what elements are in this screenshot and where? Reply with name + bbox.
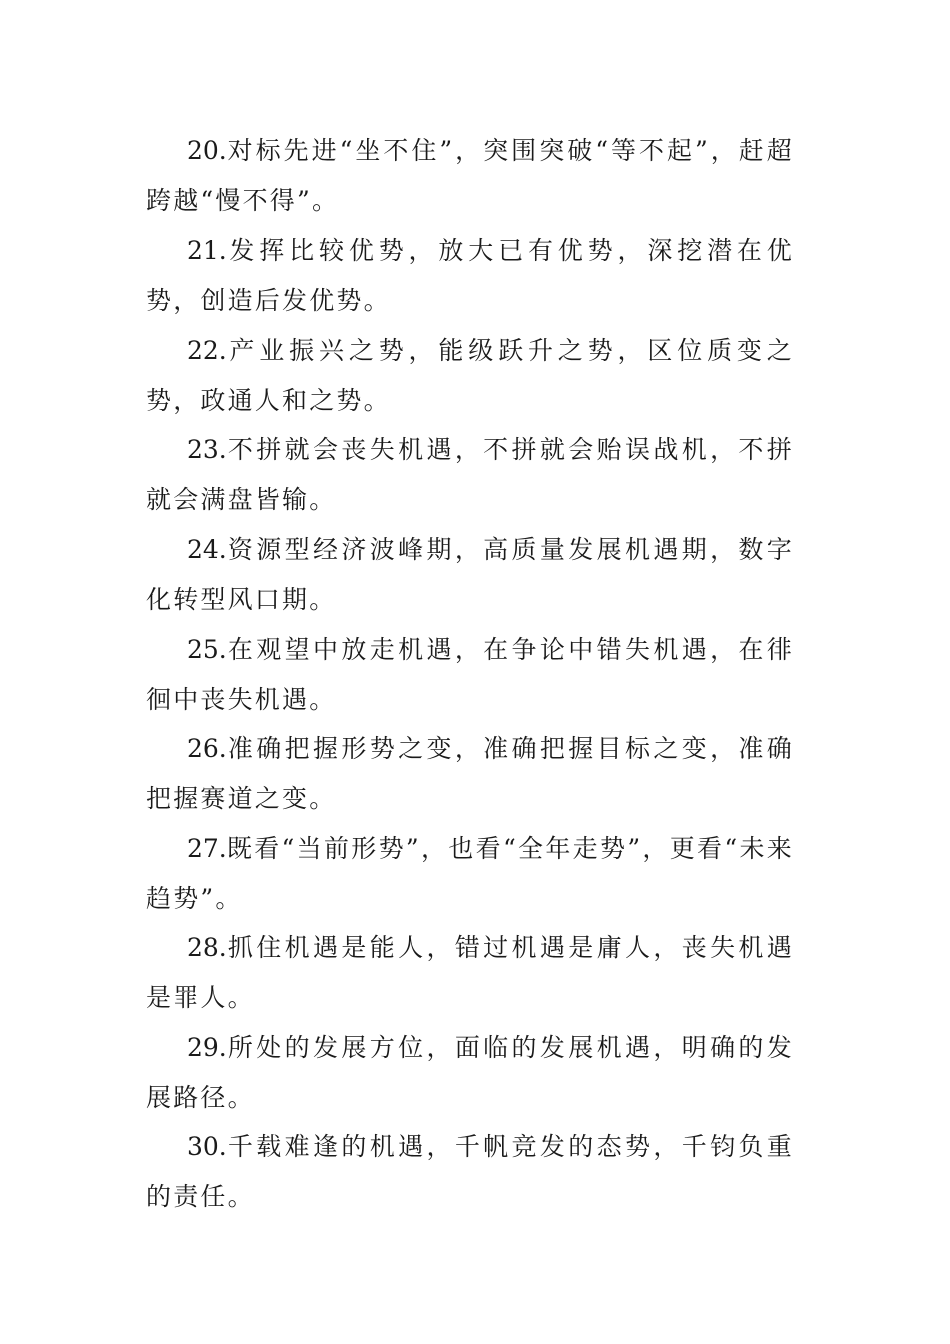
- item-text: 在观望中放走机遇，在争论中错失机遇，在徘徊中丧失机遇。: [146, 635, 794, 714]
- list-item: [146, 525, 794, 625]
- item-text: 资源型经济波峰期，高质量发展机遇期，数字化转型风口期。: [146, 535, 794, 614]
- item-number: 28.: [187, 933, 227, 962]
- item-number: 25.: [187, 635, 227, 664]
- list-item: [146, 724, 794, 824]
- item-number: 20.: [187, 136, 227, 165]
- item-text: 不拼就会丧失机遇，不拼就会贻误战机，不拼就会满盘皆输。: [146, 435, 794, 514]
- item-number: 24.: [187, 535, 227, 564]
- list-item: [146, 425, 794, 525]
- item-number: 23.: [187, 435, 227, 464]
- list-item: [146, 824, 794, 924]
- item-text: 所处的发展方位，面临的发展机遇，明确的发展路径。: [146, 1033, 794, 1112]
- item-number: 27.: [187, 834, 227, 863]
- item-text: 产业振兴之势，能级跃升之势，区位质变之势，政通人和之势。: [146, 336, 794, 415]
- list-item: [146, 1023, 794, 1123]
- item-text: 准确把握形势之变，准确把握目标之变，准确把握赛道之变。: [146, 734, 794, 813]
- item-number: 22.: [187, 336, 227, 365]
- item-number: 26.: [187, 734, 227, 763]
- item-text: 千载难逢的机遇，千帆竞发的态势，千钧负重的责任。: [146, 1132, 794, 1211]
- item-text: 对标先进“坐不住”，突围突破“等不起”，赶超跨越“慢不得”。: [146, 136, 794, 215]
- item-text: 发挥比较优势，放大已有优势，深挖潜在优势，创造后发优势。: [146, 236, 794, 315]
- list-item: [146, 326, 794, 426]
- item-text: 既看“当前形势”，也看“全年走势”，更看“未来趋势”。: [146, 834, 794, 913]
- list-item: [146, 625, 794, 725]
- list-item: [146, 923, 794, 1023]
- list-item: [146, 126, 794, 226]
- list-item: [146, 226, 794, 326]
- item-text: 抓住机遇是能人，错过机遇是庸人，丧失机遇是罪人。: [146, 933, 794, 1012]
- item-number: 21.: [187, 236, 227, 265]
- list-item: [146, 1122, 794, 1222]
- item-number: 30.: [187, 1132, 227, 1161]
- item-number: 29.: [187, 1033, 227, 1062]
